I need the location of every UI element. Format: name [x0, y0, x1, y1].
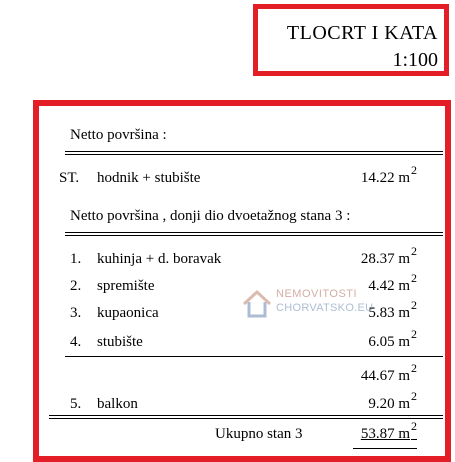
watermark-line1: NEMOVITOSTI [276, 288, 358, 300]
room-num: 1. [70, 251, 82, 267]
section1-title: Netto površina : [70, 127, 167, 143]
balcony-value: 9.20 $m^2$ [368, 389, 417, 412]
total-label: Ukupno stan 3 [215, 426, 303, 442]
room-value: 5.83 $m^2$ [368, 298, 417, 321]
balcony-num: 5. [70, 396, 82, 412]
total-double-underline [353, 448, 417, 449]
room-label: kuhinja + d. boravak [97, 251, 222, 267]
drawing-title: TLOCRT I KATA [286, 22, 438, 44]
room-label: kupaonica [97, 305, 159, 321]
common-label: hodnik + stubište [97, 170, 201, 186]
balcony-label: balkon [97, 396, 138, 412]
room-label: spremište [97, 278, 155, 294]
total-value: 53.87 $m^2$ [360, 419, 417, 442]
subtotal-value: 44.67 $m^2$ [360, 361, 417, 384]
common-value: 14.22 $m^2$ [360, 163, 417, 186]
room-value: 28.37 $m^2$ [360, 244, 417, 267]
room-value: 4.42 $m^2$ [368, 271, 417, 294]
divider [65, 356, 443, 357]
room-num: 4. [70, 334, 82, 350]
drawing-scale: 1:100 [392, 49, 438, 71]
area-table [33, 100, 451, 462]
watermark-line2: CHORVATSKO.EU [276, 302, 374, 314]
room-label: stubište [97, 334, 143, 350]
common-prefix: ST. [59, 170, 80, 186]
house-icon [240, 286, 274, 320]
room-num: 2. [70, 278, 82, 294]
room-value: 6.05 $m^2$ [368, 327, 417, 350]
watermark [240, 286, 390, 322]
divider [65, 232, 443, 236]
title-box [253, 4, 449, 76]
divider [49, 415, 443, 419]
divider [65, 151, 443, 155]
section2-title: Netto površina , donji dio dvoetažnog stana 3 : [70, 208, 351, 224]
room-num: 3. [70, 305, 82, 321]
